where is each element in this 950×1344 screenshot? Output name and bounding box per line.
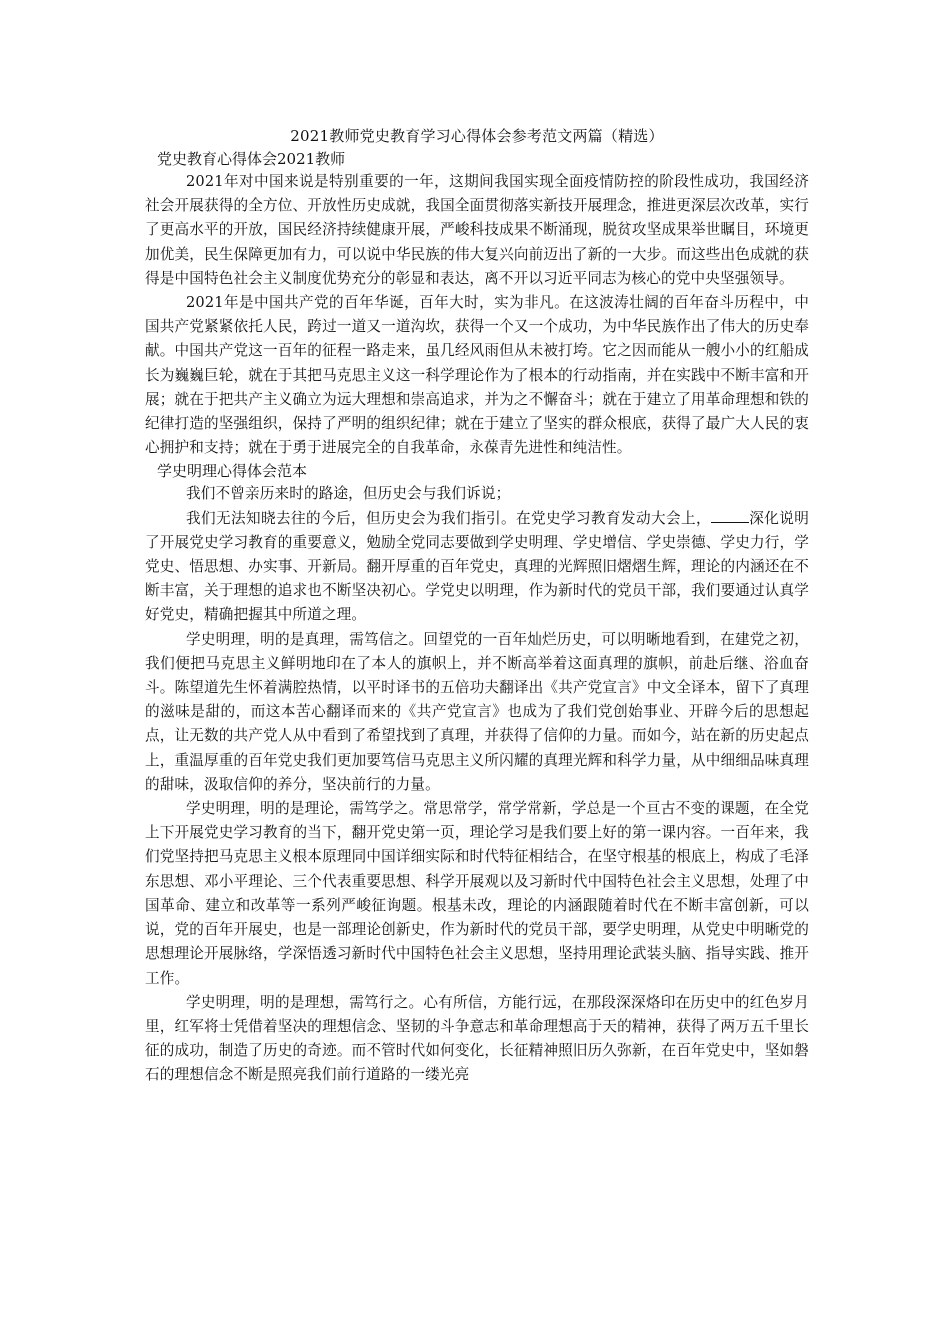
paragraph-with-blank (145, 507, 809, 628)
section-heading-2: 学史明理心得体会范本 (157, 462, 308, 481)
paragraph: 2021年对中国来说是特别重要的一年，这期间我国实现全面疫情防控的阶段性成功，我国经济社会开展获得的全方位、开放性历史成就，我国全面贯彻落实新技开展理念，推进更深层次改革，实行了更高水平的开放，国民经济持续健康开展，严峻科技成果不断涌现，脱贫攻坚成果举世瞩目，环境更加优美，民生保障更加有力，可以说中华民族的伟大复兴向前迈出了新的一大步。而这些出色成就的获得是中国特色社会主义制度优势充分的彰显和表达，离不开以习近平同志为核心的党中央坚强领导。 (145, 173, 809, 287)
paragraph-text: 深化说明了开展党史学习教育的重要意义，勉励全党同志要做到学史明理、学史增信、学史崇德、学史力行，学党史、悟思想、办实事、开新局。翻开厚重的百年党史，真理的光辉照旧熠熠生辉，理论的内涵还在不断丰富，关于理想的追求也不断坚决初心。学党史以明理，作为新时代的党员干部，我们要通过认真学好党史，精确把握其中所道之理。 (145, 509, 809, 624)
document-title: 2021教师党史教育学习心得体会参考范文两篇（精选） (290, 127, 664, 145)
paragraph-text: 我们无法知晓去往的今后，但历史会为我们指引。在党史学习教育发动大会上， (186, 509, 711, 527)
section-heading-1: 党史教育心得体会2021教师 (157, 150, 346, 168)
paragraph: 学史明理，明的是理想，需笃行之。心有所信，方能行远，在那段深深烙印在历史中的红色岁月里，红军将士凭借着坚决的理想信念、坚韧的斗争意志和革命理想高于天的精神，获得了两万五千里长征的成功，制造了历史的奇迹。而不管时代如何变化，长征精神照旧历久弥新，在百年党史中，坚如磐石的理想信念不断是照亮我们前行道路的一缕光亮 (145, 993, 809, 1084)
paragraph: 学史明理，明的是真理，需笃信之。回望党的一百年灿烂历史，可以明晰地看到，在建党之初，我们便把马克思主义鲜明地印在了本人的旗帜上，并不断高举着这面真理的旗帜，前赴后继、浴血奋斗。陈望道先生怀着满腔热情，以平时译书的五倍功夫翻译出《共产党宣言》中文全译本，留下了真理的滋味是甜的，而这本苦心翻译而来的《共产党宣言》也成为了我们党创始事业、开辟今后的思想起点，让无数的共产党人从中看到了希望找到了真理，并获得了信仰的力量。而如今，站在新的历史起点上，重温厚重的百年党史我们更加要笃信马克思主义所闪耀的真理光辉和科学力量，从中细细品味真理的甜味，汲取信仰的养分，坚决前行的力量。 (145, 630, 809, 793)
paragraph: 2021年是中国共产党的百年华诞，百年大时，实为非凡。在这波涛壮阔的百年奋斗历程中，中国共产党紧紧依托人民，跨过一道又一道沟坎，获得一个又一个成功，为中华民族作出了伟大的历史奉献。中国共产党这一百年的征程一路走来，虽几经风雨但从未被打垮。它之因而能从一艘小小的红船成长为巍巍巨轮，就在于其把马克思主义这一科学理论作为了根本的行动指南，并在实践中不断丰富和开展；就在于把共产主义确立为远大理想和崇高追求，并为之不懈奋斗；就在于建立了用革命理想和铁的纪律打造的坚强组织，保持了严明的组织纪律；就在于建立了坚实的群众根底，获得了最广大人民的衷心拥护和支持；就在于勇于进展完全的自我革命，永葆青先进性和纯洁性。 (145, 294, 809, 457)
paragraph: 学史明理，明的是理论，需笃学之。常思常学，常学常新，学总是一个亘古不变的课题，在全党上下开展党史学习教育的当下，翻开党史第一页，理论学习是我们要上好的第一课内容。一百年来，我们党坚持把马克思主义根本原理同中国详细实际和时代特征相结合，在坚守根基的根底上，构成了毛泽东思想、邓小平理论、三个代表重要思想、科学开展观以及习新时代中国特色社会主义思想，处理了中国革命、建立和改革等一系列严峻征询题。根基未改，理论的内涵跟随着时代在不断丰富创新，可以说，党的百年开展史，也是一部理论创新史，作为新时代的党员干部，要学史明理，从党史中明晰党的思想理论开展脉络，学深悟透习新时代中国特色社会主义思想，坚持用理论武装头脑、指导实践、推开工作。 (145, 800, 809, 987)
paragraph: 我们不曾亲历来时的路途，但历史会与我们诉说； (186, 485, 511, 503)
blank-underline (711, 508, 749, 523)
document-page (145, 126, 809, 1088)
